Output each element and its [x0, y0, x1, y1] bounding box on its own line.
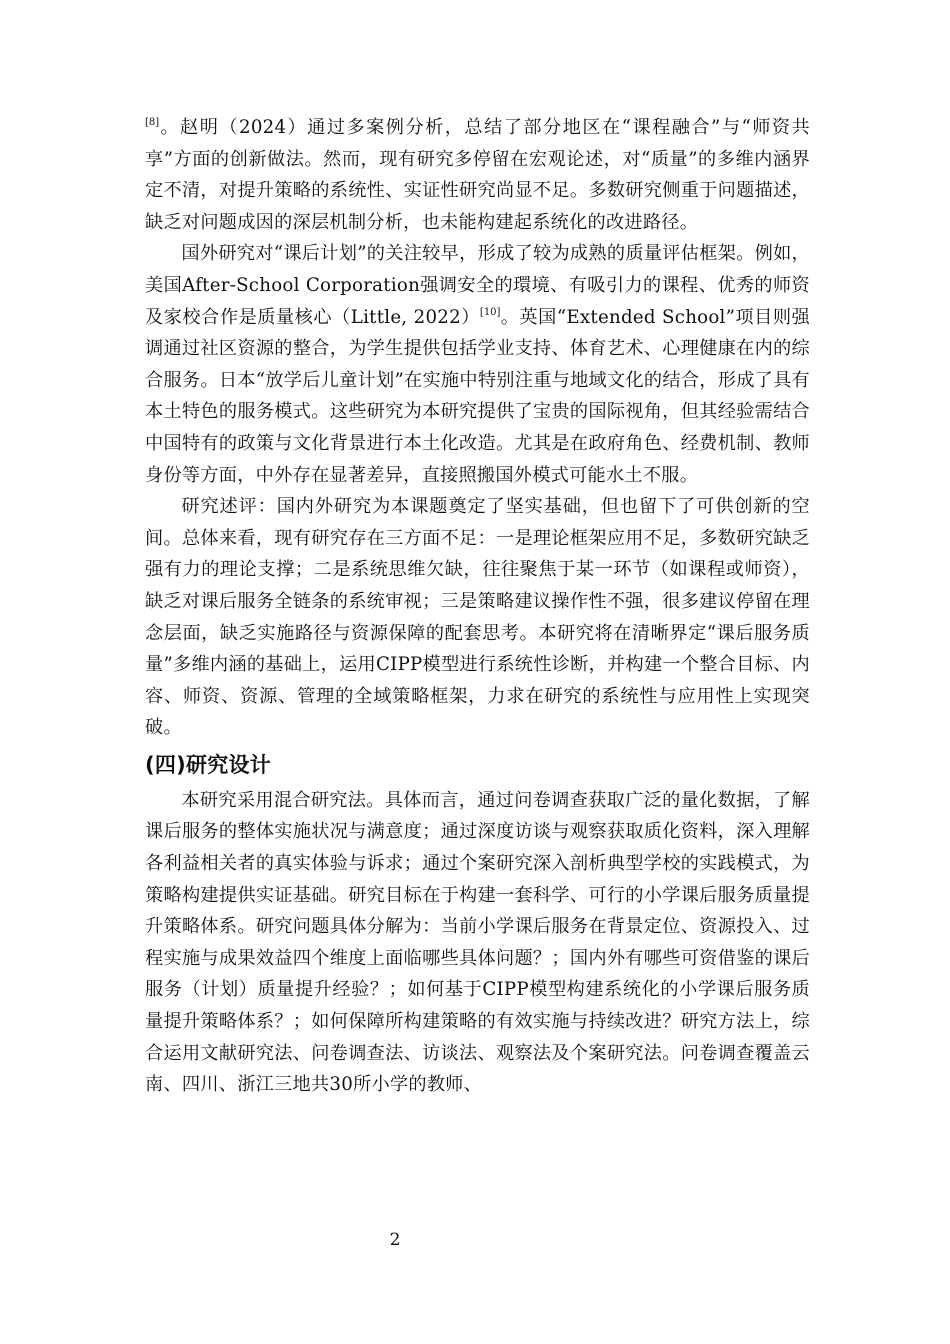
section-heading: (四)研究设计 [145, 752, 271, 777]
page-number: 2 [389, 1230, 401, 1250]
paragraph-domestic-review [145, 112, 810, 238]
paragraph-text: 国外研究对“课后计划”的关注较早，形成了较为成熟的质量评估框架。例如，美国After-School Corporation强调安全的環境、有吸引力的课程、优秀的师资及家校合作是质量核心（Little, 2022） [145, 243, 810, 328]
body-text [145, 112, 810, 1101]
paragraph-foreign-review [145, 238, 810, 491]
citation-8: [8] [145, 117, 160, 128]
paragraph-text: 。赵明（2024）通过多案例分析，总结了部分地区在“课程融合”与“师资共享”方面的创新做法。然而，现有研究多停留在宏观论述，对“质量”的多维内涵界定不清，对提升策略的系统性、实证性研究尚显不足。多数研究侧重于问题描述，缺乏对问题成因的深层机制分析，也未能构建起系统化的改进路径。 [145, 117, 810, 233]
paragraph-text: 研究述评：国内外研究为本课题奠定了坚实基础，但也留下了可供创新的空间。总体来看，现有研究存在三方面不足：一是理论框架应用不足，多数研究缺乏强有力的理论支撑；二是系统思维欠缺，往往聚焦于某一环节（如课程或师资），缺乏对课后服务全链条的系统审视；三是策略建议操作性不强，很多建议停留在理念层面，缺乏实施路径与资源保障的配套思考。本研究将在清晰界定“课后服务质量”多维内涵的基础上，运用CIPP模型进行系统性诊断，并构建一个整合目标、内容、师资、资源、管理的全域策略框架，力求在研究的系统性与应用性上实现突破。 [145, 496, 810, 739]
paragraph-text: 本研究采用混合研究法。具体而言，通过问卷调查获取广泛的量化数据，了解课后服务的整体实施状况与满意度；通过深度访谈与观察获取质化资料，深入理解各利益相关者的真实体验与诉求；通过个案研究深入剖析典型学校的实践模式，为策略构建提供实证基础。研究目标在于构建一套科学、可行的小学课后服务质量提升策略体系。研究问题具体分解为：当前小学课后服务在背景定位、资源投入、过程实施与成果效益四个维度上面临哪些具体问题？；国内外有哪些可资借鉴的课后服务（计划）质量提升经验？；如何基于CIPP模型构建系统化的小学课后服务质量提升策略体系？；如何保障所构建策略的有效实施与持续改进？研究方法上，综合运用文献研究法、问卷调查法、访谈法、观察法及个案研究法。问卷调查覆盖云南、四川、浙江三地共30所小学的教师、 [145, 789, 810, 1096]
paragraph-research-review [145, 491, 810, 744]
paragraph-research-design [145, 785, 810, 1101]
citation-10: [10] [479, 306, 501, 318]
paragraph-text: 。英国“Extended School”项目则强调通过社区资源的整合，为学生提供包括学业支持、体育艺术、心理健康在内的综合服务。日本“放学后儿童计划”在实施中特别注重与地域文化的结合，形成了具有本土特色的服务模式。这些研究为本研究提供了宝贵的国际视角，但其经验需结合中国特有的政策与文化背景进行本土化改造。尤其是在政府角色、经费机制、教师身份等方面，中外存在显著差异，直接照搬国外模式可能水土不服。 [145, 306, 810, 486]
